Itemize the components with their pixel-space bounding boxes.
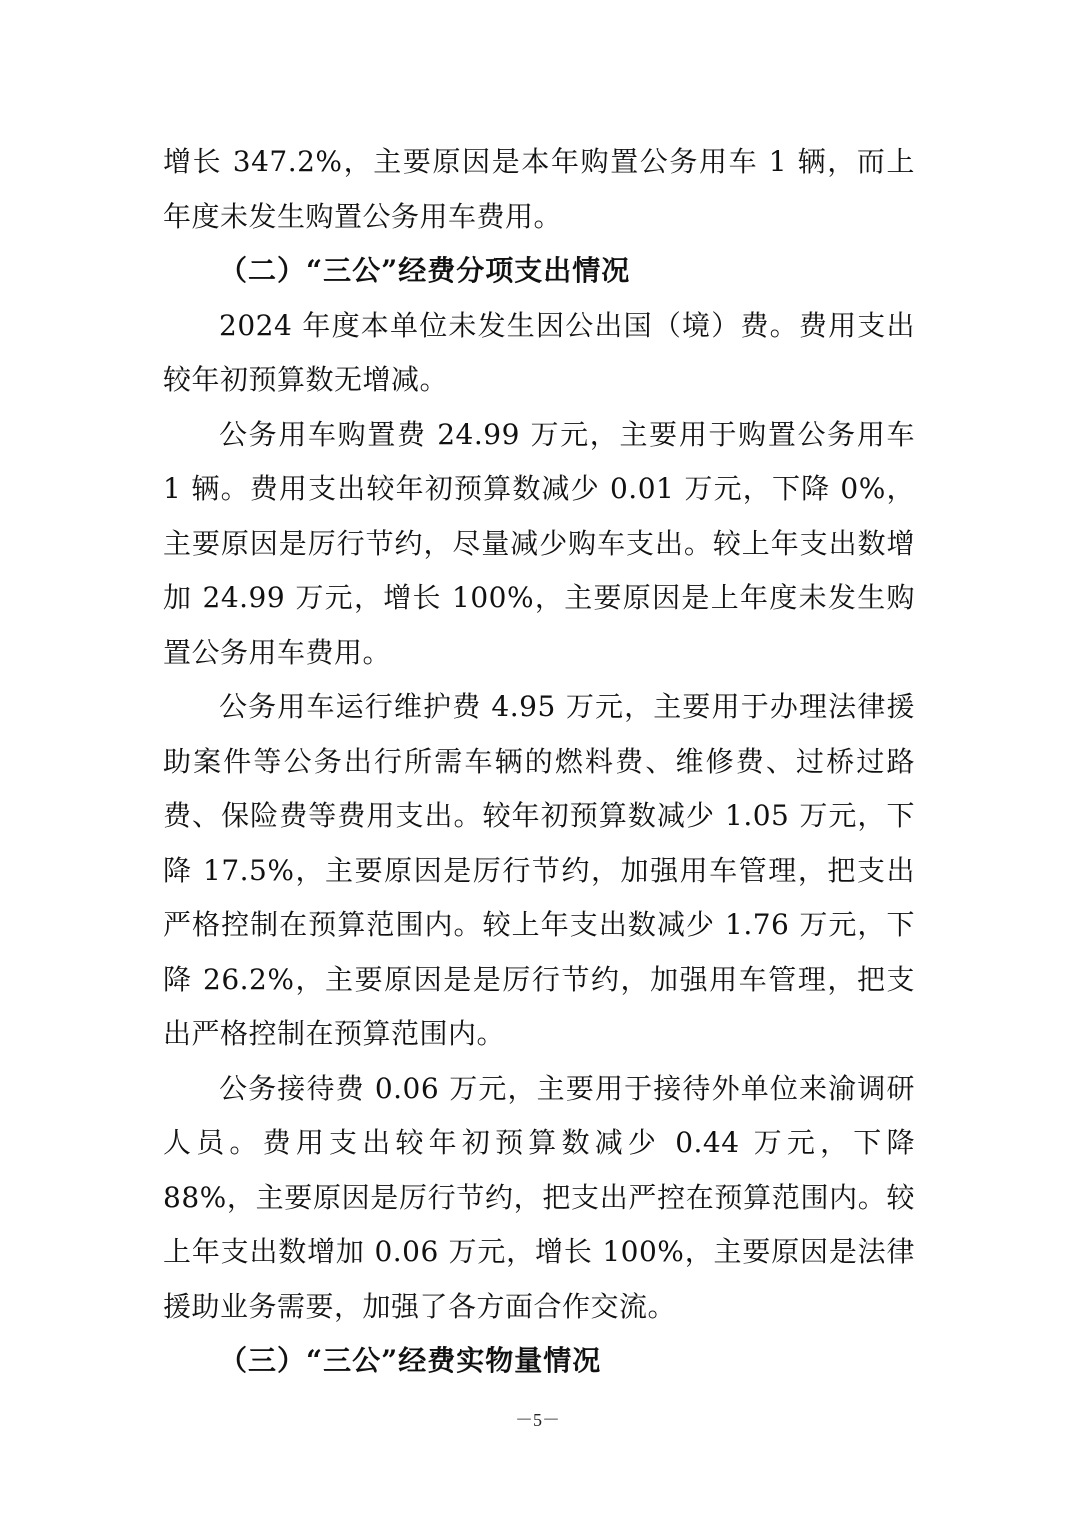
section-heading-3: （三）“三公”经费实物量情况 (219, 1344, 602, 1377)
paragraph-vehicle-maintenance: 公务用车运行维护费 4.95 万元，主要用于办理法律援助案件等公务出行所需车辆的燃料费、维修费、过桥过路费、保险费等费用支出。较年初预算数减少 1.05 万元，下降 17.5%，主要原因是厉行节约，加强用车管理，把支出严格控制在预算范围内。较上年支出数减少 1.76 万元，下降 26.2%，主要原因是是厉行节约，加强用车管理，把支出严格控制在预算范围内。 (163, 690, 915, 1050)
page-number: －5－ (515, 1410, 560, 1430)
paragraph-reception: 公务接待费 0.06 万元，主要用于接待外单位来渝调研人员。费用支出较年初预算数减少 0.44 万元，下降 88%，主要原因是厉行节约，把支出严控在预算范围内。较上年支出数增加 0.06 万元，增长 100%，主要原因是法律援助业务需要，加强了各方面合作交流。 (163, 1071, 915, 1323)
paragraph-overseas-travel: 2024 年度本单位未发生因公出国（境）费。费用支出较年初预算数无增减。 (163, 308, 915, 396)
document-body (163, 135, 915, 1389)
paragraph-vehicle-purchase: 公务用车购置费 24.99 万元，主要用于购置公务用车 1 辆。费用支出较年初预算数减少 0.01 万元，下降 0%，主要原因是厉行节约，尽量减少购车支出。较上年支出数增加 24.99 万元，增长 100%，主要原因是上年度未发生购置公务用车费用。 (163, 417, 915, 669)
section-heading-2: （二）“三公”经费分项支出情况 (219, 254, 631, 287)
paragraph-continuation: 增长 347.2%，主要原因是本年购置公务用车 1 辆，而上年度未发生购置公务用车费用。 (163, 145, 915, 233)
